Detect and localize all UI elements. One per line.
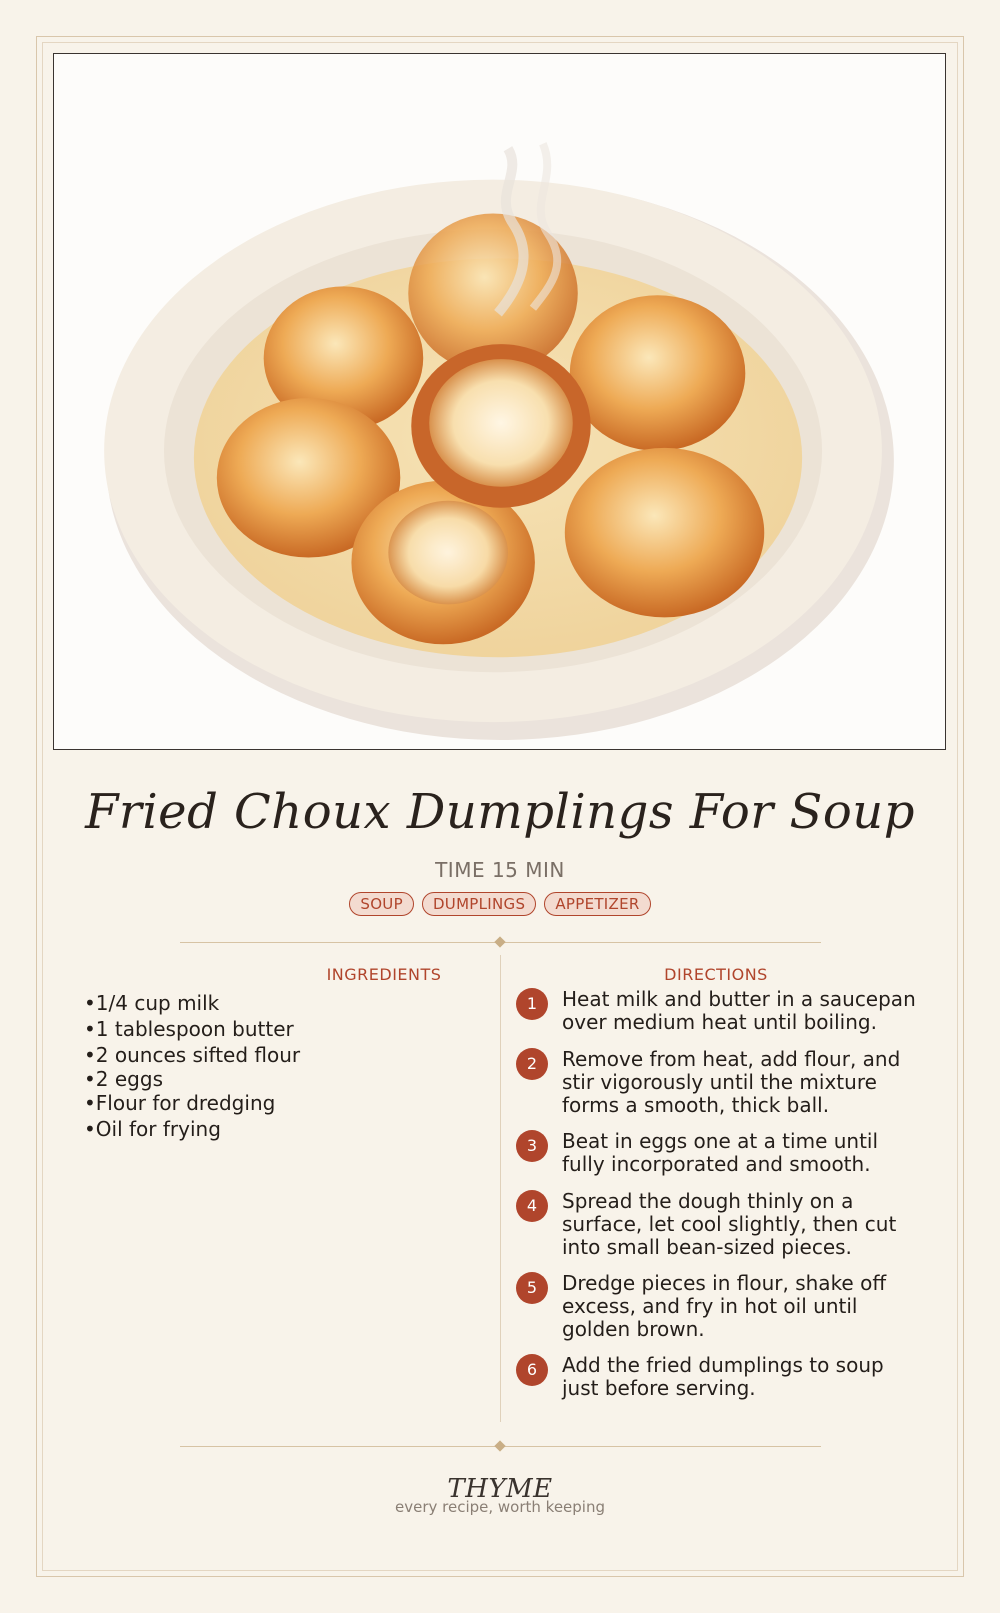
cook-time: TIME 15 MIN [435,858,565,882]
step-number: 6 [516,1354,548,1386]
ingredients-list [84,990,484,1142]
step-number: 4 [516,1190,548,1222]
tag-list [0,892,1000,916]
direction-step [516,1354,926,1400]
step-number: 2 [516,1048,548,1080]
brand-tagline: every recipe, worth keeping [394,1498,605,1516]
column-divider [500,955,501,1422]
brand-name: THYME [447,1474,553,1504]
recipe-title: Fried Choux Dumplings For Soup [85,784,915,840]
step-number: 3 [516,1130,548,1162]
direction-step [516,1048,926,1117]
tag-appetizer[interactable]: APPETIZER [544,892,650,916]
step-text: Add the fried dumplings to soup just before serving. [562,1353,884,1400]
ingredient-item: • Oil for frying [84,1116,484,1142]
ingredient-item: • 2 eggs [84,1068,484,1090]
directions-heading: DIRECTIONS [664,965,768,984]
ingredients-heading: INGREDIENTS [326,965,442,984]
step-number: 5 [516,1272,548,1304]
step-text: Beat in eggs one at a time until fully incorporated and smooth. [562,1129,879,1176]
step-number: 1 [516,988,548,1020]
direction-step [516,1272,926,1341]
direction-step [516,1130,926,1176]
step-text: Spread the dough thinly on a surface, let cool slightly, then cut into small bean-sized pieces. [562,1189,897,1259]
ingredient-item: • Flour for dredging [84,1090,484,1116]
ingredient-item: • 2 ounces sifted flour [84,1042,484,1068]
direction-step [516,1190,926,1259]
step-text: Heat milk and butter in a saucepan over medium heat until boiling. [562,987,916,1034]
recipe-illustration [53,53,946,750]
tag-soup[interactable]: SOUP [349,892,414,916]
step-text: Dredge pieces in flour, shake off excess, and fry in hot oil until golden brown. [562,1271,887,1341]
tag-dumplings[interactable]: DUMPLINGS [422,892,536,916]
step-text: Remove from heat, add flour, and stir vigorously until the mixture forms a smooth, thick ball. [562,1047,901,1117]
ingredient-item: • 1 tablespoon butter [84,1016,484,1042]
direction-step [516,988,926,1034]
ingredient-item: • 1/4 cup milk [84,990,484,1016]
